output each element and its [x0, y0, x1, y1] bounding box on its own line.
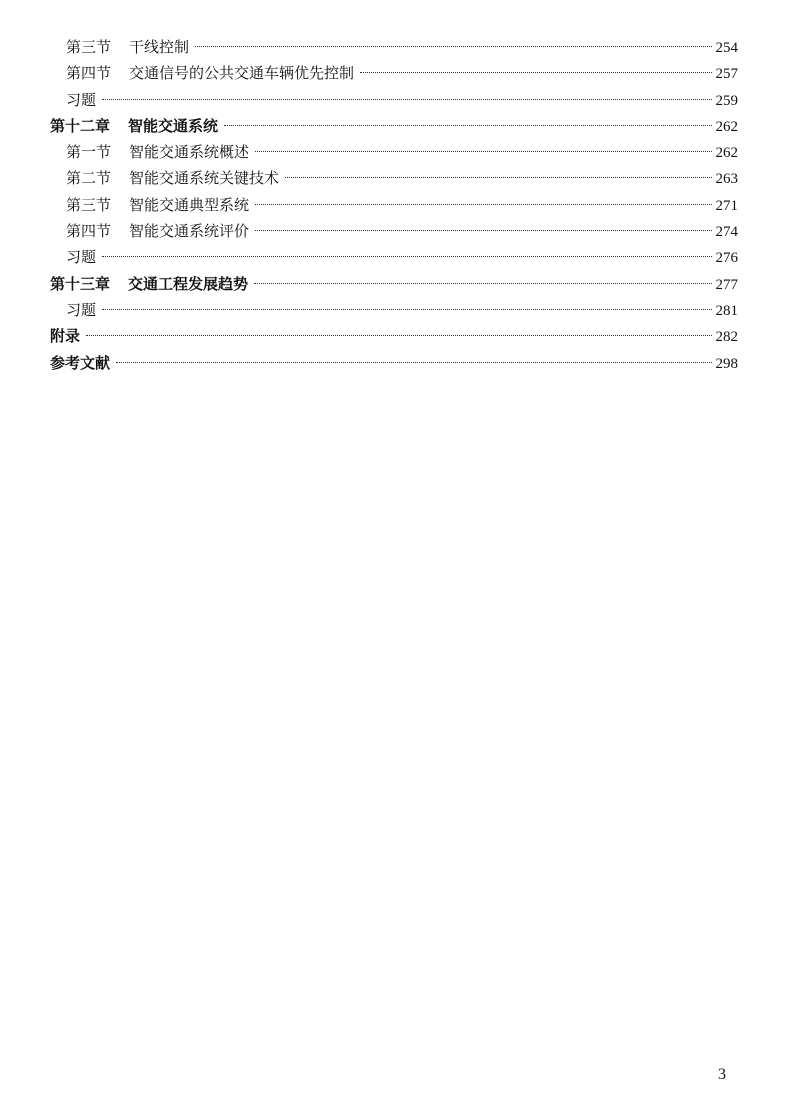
toc-entry-page: 257: [715, 66, 738, 83]
toc-entry-title: 交通信号的公共交通车辆优先控制: [129, 64, 355, 83]
dot-leader: [102, 99, 711, 100]
dot-leader: [255, 230, 711, 231]
dot-leader: [254, 283, 711, 284]
toc-entry-number: 第二节: [66, 169, 112, 188]
toc-entry-number: 第四节: [66, 64, 112, 83]
toc-entry-exercises-ch13[interactable]: [50, 297, 738, 323]
dot-leader: [255, 151, 711, 152]
toc-entry-exercises-ch11[interactable]: [50, 87, 738, 113]
toc-entry-page: 281: [715, 302, 738, 319]
toc-entry-page: 277: [715, 276, 738, 293]
toc-entry-title: 干线控制: [129, 38, 190, 56]
toc-entry-page: 282: [715, 329, 738, 346]
toc-entry-section-3-its-typical[interactable]: [50, 192, 738, 218]
table-of-contents: [50, 34, 738, 376]
toc-entry-section-3-arterial-control[interactable]: [50, 34, 738, 60]
page-number: 3: [718, 1066, 726, 1083]
toc-entry-page: 274: [715, 224, 738, 241]
toc-entry-number: 第一节: [66, 143, 112, 162]
toc-entry-page: 262: [715, 118, 738, 135]
toc-entry-number: 第十二章: [50, 116, 111, 135]
toc-entry-page: 254: [715, 40, 738, 56]
dot-leader: [86, 335, 711, 336]
dot-leader: [102, 309, 711, 310]
toc-entry-references[interactable]: [50, 350, 738, 376]
dot-leader: [255, 204, 711, 205]
toc-entry-page: 271: [715, 197, 738, 214]
toc-entry-section-4-its-evaluation[interactable]: [50, 218, 738, 244]
toc-entry-appendix[interactable]: [50, 323, 738, 349]
toc-entry-number: 第三节: [66, 195, 112, 214]
toc-entry-title: 习题: [66, 90, 97, 109]
dot-leader: [224, 125, 711, 126]
toc-entry-title: 智能交通系统关键技术: [129, 169, 280, 188]
toc-entry-title: 交通工程发展趋势: [128, 274, 249, 293]
toc-entry-chapter-12[interactable]: [50, 113, 738, 139]
toc-entry-title: 智能交通系统概述: [129, 143, 250, 162]
toc-entry-title: 习题: [66, 300, 97, 319]
toc-entry-title: 智能交通系统: [128, 116, 219, 135]
toc-entry-number: 第四节: [66, 222, 112, 241]
toc-entry-page: 262: [715, 145, 738, 162]
toc-entry-title: 附录: [50, 327, 81, 346]
toc-entry-title: 习题: [66, 248, 97, 267]
toc-entry-exercises-ch12[interactable]: [50, 244, 738, 270]
dot-leader: [360, 72, 711, 73]
toc-entry-page: 298: [715, 355, 738, 372]
toc-entry-section-2-its-key-tech[interactable]: [50, 165, 738, 191]
toc-entry-number: 第十三章: [50, 274, 111, 293]
dot-leader: [195, 46, 711, 47]
toc-entry-section-1-its-overview[interactable]: [50, 139, 738, 165]
toc-entry-section-4-transit-priority[interactable]: [50, 60, 738, 86]
toc-entry-page: 276: [715, 250, 738, 267]
toc-entry-chapter-13[interactable]: [50, 271, 738, 297]
toc-entry-title: 智能交通典型系统: [129, 195, 250, 214]
toc-entry-page: 263: [715, 171, 738, 188]
dot-leader: [102, 256, 711, 257]
toc-entry-number: 第三节: [66, 38, 112, 56]
toc-entry-title: 参考文献: [50, 353, 111, 372]
dot-leader: [285, 177, 711, 178]
toc-entry-page: 259: [715, 92, 738, 109]
toc-entry-title: 智能交通系统评价: [129, 222, 250, 241]
dot-leader: [116, 362, 711, 363]
